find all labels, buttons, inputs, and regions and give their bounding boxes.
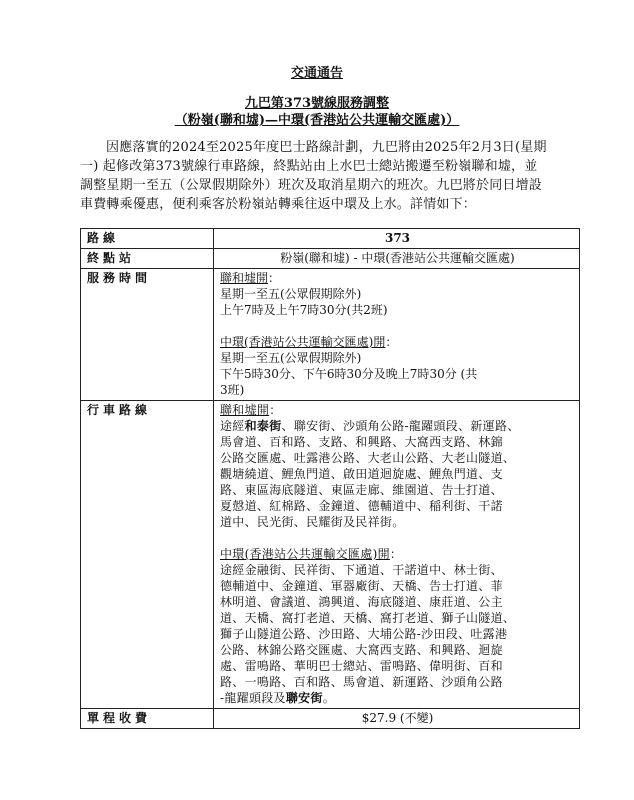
service-times-cont: 3班) xyxy=(220,383,245,397)
intro-line: 調整星期一至五（公眾假期除外）班次及取消星期六的班次。九巴將於同日增設 xyxy=(80,178,543,193)
intro-line: 因應落實的2024至2025年度巴士路線計劃，九巴將由2025年2月3日(星期 xyxy=(106,140,547,155)
direction-header: 中環(香港站公共運輸交匯處)開 xyxy=(220,335,386,349)
notice-title: 九巴第373號線服務調整 xyxy=(244,96,390,111)
route-line: 途經金融街、民祥街、下通道、干諾道中、林士街、 xyxy=(220,563,503,577)
service-details-table xyxy=(80,228,580,729)
colon: ： xyxy=(385,335,398,349)
routing-row xyxy=(81,401,580,709)
route-line: -龍躍頭段及 xyxy=(220,691,286,705)
route-line: 林明道、會議道、鴻興道、海底隧道、康莊道、公主 xyxy=(220,595,503,609)
route-line: 德輔道中、金鐘道、軍器廠街、天橋、告士打道、菲 xyxy=(220,579,503,593)
colon: ： xyxy=(269,403,282,417)
route-row xyxy=(81,229,580,249)
direction-header: 中環(香港站公共運輸交匯處)開 xyxy=(220,547,390,561)
route-highlight: 聯安街 xyxy=(285,691,323,705)
fare-row xyxy=(81,709,580,729)
intro-line: 一) 起修改第373號線行車路線，終點站由上水巴士總站搬遷至粉嶺聯和墟，並 xyxy=(80,159,538,174)
service-hours-row xyxy=(81,269,580,401)
route-line: 夏慤道、紅棉路、金鐘道、德輔道中、稲利街、干諾 xyxy=(220,499,503,513)
fare-value: $27.9 (不變) xyxy=(214,709,580,729)
intro-paragraph xyxy=(80,138,580,214)
route-line: 路、東區海底隧道、東區走廊、維園道、告士打道、 xyxy=(220,483,503,497)
intro-line: 車費轉乘優惠，便利乘客於粉嶺站轉乘往返中環及上水。詳情如下： xyxy=(80,197,477,212)
routing-label: 行車路線 xyxy=(81,401,214,709)
direction-header: 聯和墟開 xyxy=(220,403,270,417)
terminus-value: 粉嶺(聯和墟) - 中環(香港站公共運輸交匯處) xyxy=(214,249,580,269)
direction-header: 聯和墟開 xyxy=(220,271,269,285)
route-line: 公路交匯處、吐露港公路、大老山公路、大老山隧道、 xyxy=(220,451,516,465)
routing-value xyxy=(214,401,580,709)
route-line: 路、一鳴路、百和路、馬會道、新運路、沙頭角公路 xyxy=(220,675,503,689)
terminus-label: 終點站 xyxy=(81,249,214,269)
colon: ： xyxy=(389,547,403,561)
route-line: 馬會道、百和路、支路、和興路、大窩西支路、林錦 xyxy=(220,435,503,449)
route-line: 觀塘繞道、鯉魚門道、啟田道迴旋處、鯉魚門道、支 xyxy=(220,467,503,481)
route-line: 公路、林錦公路交匯處、大窩西支路、和興路、迴旋 xyxy=(220,643,503,657)
service-times: 上午7時及上午7時30分(共2班) xyxy=(220,303,388,317)
route-suffix: 。 xyxy=(322,691,336,705)
route-line: 道中、民光街、民耀街及民祥街。 xyxy=(220,515,405,529)
route-line: 處、雷鳴路、華明巴士總站、雷鳴路、偉明街、百和 xyxy=(220,659,503,673)
service-times: 下午5時30分、下午6時30分及晚上7時30分 (共 xyxy=(220,367,478,381)
service-days: 星期一至五(公眾假期除外) xyxy=(220,351,362,365)
route-line: 、聯安街、沙頭角公路-龍躍頭段、新運路、 xyxy=(281,419,520,433)
colon: ： xyxy=(268,271,281,285)
route-line: 獅子山隧道公路、沙田路、大埔公路-沙田段、吐露港 xyxy=(220,627,508,641)
fare-label: 單程收費 xyxy=(81,709,214,729)
route-highlight: 和泰街 xyxy=(244,419,282,433)
route-label: 路線 xyxy=(81,229,214,249)
service-hours-label: 服務時間 xyxy=(81,269,214,401)
notice-subtitle: （粉嶺(聯和墟)—中環(香港站公共運輸交匯處)） xyxy=(174,113,460,128)
terminus-row xyxy=(81,249,580,269)
service-days: 星期一至五(公眾假期除外) xyxy=(220,287,362,301)
route-prefix: 途經 xyxy=(220,419,245,433)
notice-label: 交通通告 xyxy=(290,66,343,81)
route-value: 373 xyxy=(214,229,580,249)
route-line: 道、天橋、窩打老道、天橋、窩打老道、獅子山隧道、 xyxy=(220,611,516,625)
service-hours-value xyxy=(214,269,580,401)
